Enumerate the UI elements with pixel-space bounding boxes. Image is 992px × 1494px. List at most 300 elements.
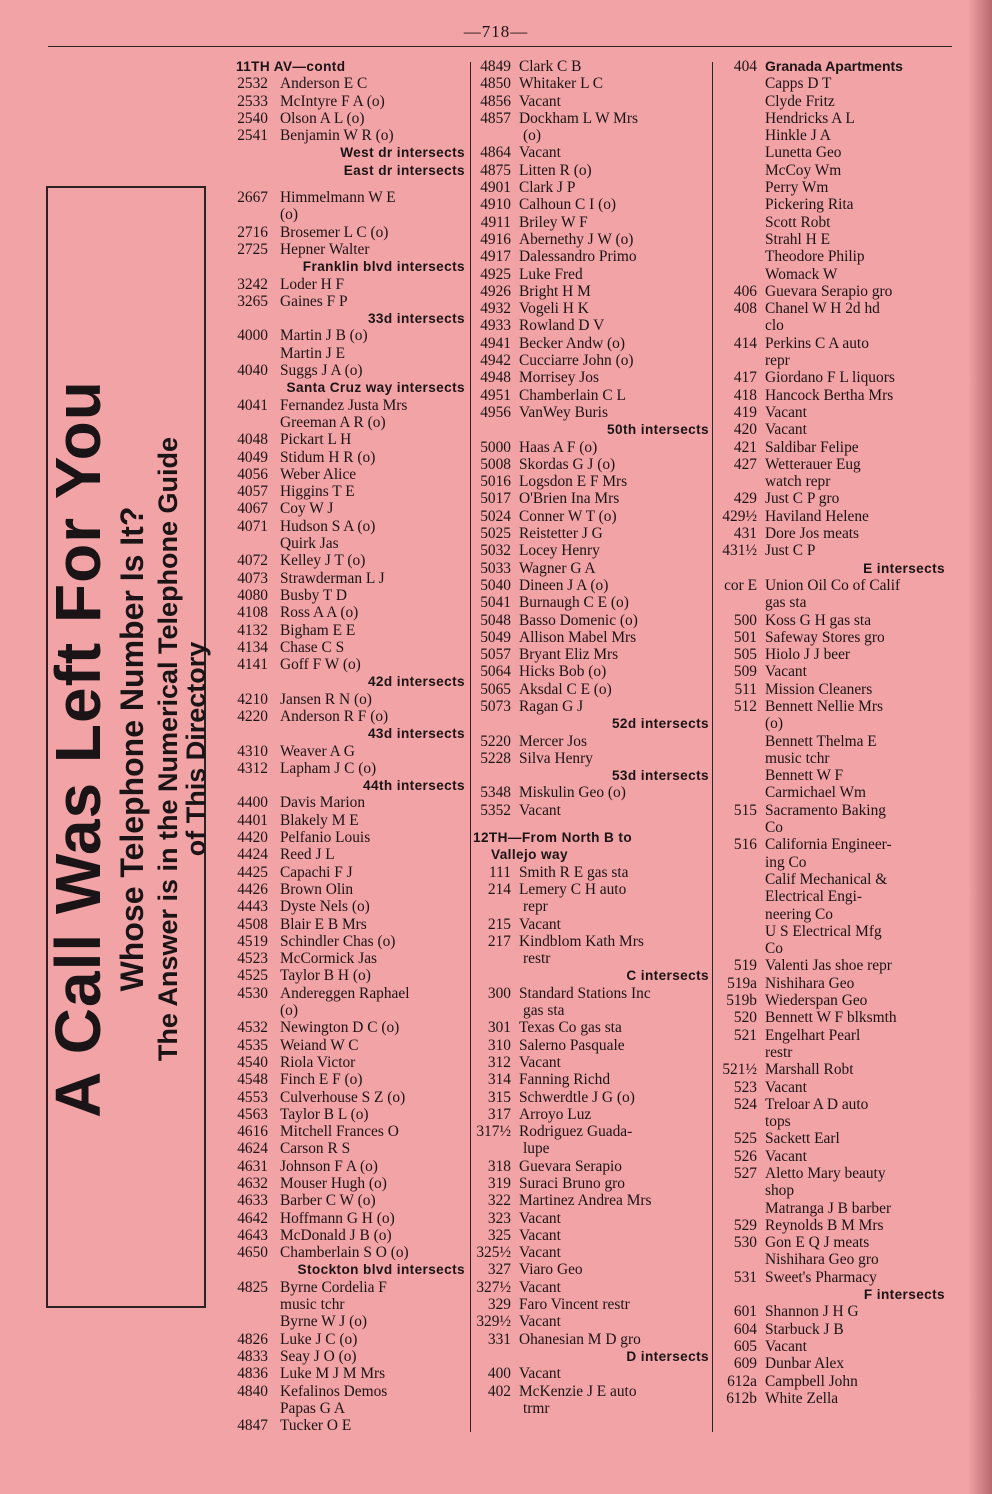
listing-name: Faro Vincent restr [519, 1296, 630, 1314]
listing-entry [220, 1123, 465, 1140]
listing-name: Dockham L W Mrs [519, 109, 638, 127]
listing-entry [220, 570, 465, 587]
listing-entry [473, 404, 709, 421]
listing-name: Marshall Robt [765, 1061, 854, 1079]
listing-name: Schindler Chas (o) [280, 932, 396, 950]
house-number: 4056 [237, 465, 268, 483]
listing-entry [473, 58, 709, 75]
listing-name: Luke J C (o) [280, 1330, 358, 1348]
house-number: 521½ [722, 1061, 757, 1079]
listing-entry [220, 431, 465, 448]
listing-entry [220, 127, 465, 144]
listing-name: Lemery C H auto [519, 880, 627, 898]
house-number: 3265 [237, 292, 268, 310]
listing-continuation-text: Scott Robt [765, 213, 831, 231]
listing-name: Ragan G J [519, 697, 584, 715]
listing-name: Briley W F [519, 213, 588, 231]
listing-entry [220, 1417, 465, 1434]
listing-entry [715, 1079, 945, 1096]
listing-name: Standard Stations Inc [519, 984, 651, 1002]
listing-name: VanWey Buris [519, 403, 608, 421]
house-number: 4901 [480, 179, 511, 197]
listing-entry [220, 933, 465, 950]
listing-entry [715, 1027, 945, 1044]
house-number: 4132 [237, 621, 268, 639]
listing-name: Vacant [519, 1278, 561, 1296]
house-number: 4519 [237, 932, 268, 950]
listing-name: McDonald J B (o) [280, 1226, 392, 1244]
listing-entry [220, 1140, 465, 1157]
house-number: 4856 [480, 92, 511, 110]
listing-entry [220, 587, 465, 604]
listing-name: Pelfanio Louis [280, 829, 371, 847]
listing-name: Miskulin Geo (o) [519, 784, 626, 802]
house-number: 4911 [480, 213, 511, 231]
listing-entry [220, 691, 465, 708]
listing-continuation-text: restr [523, 950, 551, 968]
house-number: 5041 [480, 594, 511, 612]
street-heading: East dr intersects [343, 162, 465, 178]
listing-name: Fernandez Justa Mrs [280, 396, 408, 414]
listing-entry [473, 214, 709, 231]
listing-entry [220, 483, 465, 500]
house-number: 612b [726, 1389, 757, 1407]
house-number: 329 [487, 1296, 511, 1314]
listing-entry [473, 646, 709, 663]
listing-entry [473, 802, 709, 819]
house-number: 4875 [480, 161, 511, 179]
listing-entry [220, 881, 465, 898]
listing-name: Vacant [765, 421, 807, 439]
listing-entry [473, 1106, 709, 1123]
house-number: 4532 [237, 1019, 268, 1037]
street-heading: 53d intersects [611, 768, 709, 784]
listing-name: Conner W T (o) [519, 507, 617, 525]
listing-continuation [715, 1044, 945, 1061]
listing-continuation-text: McCoy Wm [765, 161, 842, 179]
house-number: 500 [733, 611, 757, 629]
house-number: 319 [487, 1175, 511, 1192]
listing-entry [715, 646, 945, 663]
listing-entry [220, 916, 465, 933]
listing-continuation-text: (o) [523, 127, 541, 145]
house-number: 4401 [237, 811, 268, 829]
listing-entry [220, 1158, 465, 1175]
listing-entry [473, 1313, 709, 1330]
house-number: 509 [733, 663, 757, 681]
listing-continuation [715, 1200, 945, 1217]
listing-entry [473, 933, 709, 950]
listing-entry [715, 300, 945, 317]
listing-entry [473, 881, 709, 898]
house-number: 4840 [237, 1382, 268, 1400]
house-number: 4932 [480, 300, 511, 318]
listing-name: Just C P gro [765, 490, 840, 508]
street-heading: 43d intersects [367, 726, 465, 742]
listing-entry [220, 362, 465, 379]
house-number: 4942 [480, 352, 511, 370]
house-number: 4826 [237, 1330, 268, 1348]
listing-entry [715, 1096, 945, 1113]
listing-name: Granada Apartments [765, 58, 903, 74]
listing-name: White Zella [765, 1389, 839, 1407]
listing-name: Vacant [519, 1244, 561, 1262]
listing-name: Sweet's Pharmacy [765, 1268, 877, 1286]
listing-entry [220, 466, 465, 483]
listing-entry [473, 162, 709, 179]
listing-continuation-text: (o) [280, 206, 298, 224]
house-number: 2541 [237, 127, 268, 145]
listing-continuation-text: Greeman A R (o) [280, 413, 386, 431]
house-number: 4933 [480, 317, 511, 335]
street-heading: West dr intersects [340, 145, 465, 161]
listing-continuation [715, 214, 945, 231]
listing-continuation-text: lupe [523, 1140, 550, 1158]
listing-entry [220, 950, 465, 967]
listing-continuation [715, 733, 945, 750]
listing-continuation [715, 923, 945, 940]
listing-entry [715, 387, 945, 404]
house-number: 400 [487, 1365, 511, 1383]
house-number: 5348 [480, 784, 511, 802]
listing-entry [715, 1373, 945, 1390]
listing-continuation-text: Co [765, 940, 783, 958]
house-number: 5220 [480, 732, 511, 750]
listing-entry [220, 224, 465, 241]
listing-entry [473, 525, 709, 542]
listing-entry [220, 622, 465, 639]
house-number: 331 [487, 1330, 511, 1348]
listing-name: Andereggen Raphael [280, 984, 410, 1002]
listing-name: Anderson E C [280, 75, 368, 93]
listing-continuation-text: music tchr [765, 749, 830, 767]
listing-entry [473, 75, 709, 92]
house-number: 4847 [237, 1417, 268, 1435]
listing-entry [715, 439, 945, 456]
listing-name: Shannon J H G [765, 1303, 859, 1321]
listing-continuation [220, 1002, 465, 1019]
house-number: 5073 [480, 697, 511, 715]
house-number: 215 [487, 915, 511, 933]
listing-name: Vacant [519, 1053, 561, 1071]
listing-name: Smith R E gas sta [519, 863, 629, 881]
house-number: 214 [487, 880, 511, 898]
house-number: 511 [734, 680, 757, 698]
listing-entry [715, 1355, 945, 1372]
listing-name: Himmelmann W E [280, 189, 396, 207]
listing-name: Basso Domenic (o) [519, 611, 638, 629]
listing-name: Bryant Eliz Mrs [519, 646, 619, 664]
listing-entry [715, 1321, 945, 1338]
listing-entry [220, 189, 465, 206]
house-number: 523 [733, 1078, 757, 1096]
listing-continuation [715, 819, 945, 836]
listing-name: Lapham J C (o) [280, 759, 377, 777]
listing-continuation [715, 854, 945, 871]
directory-column-3 [715, 58, 945, 1407]
listing-name: Taylor B H (o) [280, 967, 371, 985]
house-number: 5032 [480, 542, 511, 560]
listing-entry [715, 508, 945, 525]
listing-name: Tucker O E [280, 1417, 352, 1435]
listing-continuation-text: Calif Mechanical & [765, 870, 888, 888]
listing-continuation-text: gas sta [765, 594, 807, 612]
house-number: 519 [733, 957, 757, 975]
house-number: 4080 [237, 586, 268, 604]
listing-continuation-text: Bennett Thelma E [765, 732, 877, 750]
street-heading: C intersects [626, 968, 709, 984]
listing-entry [473, 283, 709, 300]
house-number: 512 [733, 697, 757, 715]
house-number: 531 [733, 1268, 757, 1286]
listing-name: Hoffmann G H (o) [280, 1209, 395, 1227]
listing-entry [715, 802, 945, 819]
street-heading: 42d intersects [367, 674, 465, 690]
listing-entry [220, 552, 465, 569]
listing-name: Silva Henry [519, 749, 593, 767]
listing-entry [473, 681, 709, 698]
listing-continuation-text: Hendricks A L [765, 109, 855, 127]
listing-continuation-text: (o) [765, 715, 783, 733]
house-number: 4643 [237, 1226, 268, 1244]
listing-continuation [220, 1313, 465, 1330]
house-number: 4956 [480, 403, 511, 421]
listing-entry [473, 352, 709, 369]
house-number: 4420 [237, 829, 268, 847]
listing-name: Chamberlain S O (o) [280, 1244, 409, 1262]
listing-name: Saldibar Felipe [765, 438, 859, 456]
house-number: 529 [733, 1216, 757, 1234]
house-number: 4563 [237, 1105, 268, 1123]
listing-name: Vacant [765, 663, 807, 681]
listing-entry [715, 490, 945, 507]
listing-continuation-text: Pickering Rita [765, 196, 854, 214]
directory-column-1 [220, 58, 465, 1434]
house-number: 2667 [237, 189, 268, 207]
listing-continuation-text: repr [765, 352, 790, 370]
listing-name: Wetterauer Eug [765, 455, 861, 473]
house-number: 323 [487, 1209, 511, 1227]
street-heading: 50th intersects [607, 422, 709, 438]
listing-name: Dineen J A (o) [519, 576, 609, 594]
listing-name: California Engineer- [765, 836, 892, 854]
listing-entry [220, 1348, 465, 1365]
house-number: 314 [487, 1071, 511, 1089]
listing-name: Perkins C A auto [765, 334, 869, 352]
listing-name: Finch E F (o) [280, 1071, 363, 1089]
listing-entry [220, 327, 465, 344]
listing-entry [715, 975, 945, 992]
listing-entry [715, 663, 945, 680]
listing-name: Texas Co gas sta [519, 1019, 622, 1037]
listing-name: Bright H M [519, 282, 591, 300]
listing-name: Engelhart Pearl [765, 1026, 861, 1044]
listing-entry [473, 231, 709, 248]
listing-entry [473, 1365, 709, 1382]
listing-entry [220, 1279, 465, 1296]
listing-entry [473, 93, 709, 110]
listing-name: Mouser Hugh (o) [280, 1175, 387, 1192]
house-number: 2716 [237, 223, 268, 241]
listing-continuation [715, 144, 945, 161]
listing-entry [220, 639, 465, 656]
column-divider [712, 62, 713, 1432]
column-divider [470, 62, 471, 1432]
house-number: 4910 [480, 196, 511, 214]
house-number: 4141 [237, 656, 268, 674]
listing-continuation-text: restr [765, 1043, 793, 1061]
listing-name: Byrne Cordelia F [280, 1278, 387, 1296]
house-number: 525 [733, 1130, 757, 1148]
listing-name: O'Brien Ina Mrs [519, 490, 620, 508]
house-number: 520 [733, 1009, 757, 1027]
listing-name: Litten R (o) [519, 161, 592, 179]
listing-continuation-text: Nishihara Geo gro [765, 1251, 879, 1269]
listing-name: Weaver A G [280, 742, 355, 760]
listing-name: Haviland Helene [765, 507, 869, 525]
listing-entry [220, 829, 465, 846]
house-number: 4535 [237, 1036, 268, 1054]
house-number: 301 [487, 1019, 511, 1037]
house-number: 4443 [237, 898, 268, 916]
house-number: 327½ [476, 1278, 511, 1296]
house-number: 4650 [237, 1244, 268, 1262]
listing-entry [473, 1054, 709, 1071]
listing-name: Kefalinos Demos [280, 1382, 388, 1400]
listing-continuation-text: (o) [280, 1002, 298, 1020]
house-number: 5064 [480, 663, 511, 681]
ad-subheadline: Whose Telephone Number Is It? [114, 506, 151, 992]
listing-continuation [715, 266, 945, 283]
listing-name: Johnson F A (o) [280, 1157, 378, 1175]
listing-name: Martin J B (o) [280, 327, 368, 345]
house-number: 601 [733, 1303, 757, 1321]
house-number: 427 [733, 455, 757, 473]
listing-entry [715, 1390, 945, 1407]
listing-name: Dore Jos meats [765, 525, 860, 543]
house-number: 4631 [237, 1157, 268, 1175]
listing-entry [715, 525, 945, 542]
ad-line-3: The Answer is in the Numerical Telephone Guide [153, 436, 184, 1062]
listing-name: Union Oil Co of Calif [765, 576, 901, 594]
listing-name: Vacant [519, 915, 561, 933]
spacer [220, 179, 465, 189]
listing-continuation [715, 888, 945, 905]
listing-name: Higgins T E [280, 483, 355, 501]
house-number: 419 [733, 403, 757, 421]
listing-continuation-text: Electrical Engi- [765, 888, 862, 906]
house-number: 325 [487, 1226, 511, 1244]
listing-name: Just C P [765, 542, 816, 560]
listing-entry [473, 490, 709, 507]
listing-continuation-text: shop [765, 1182, 795, 1200]
house-number: 4624 [237, 1140, 268, 1158]
house-number: 5017 [480, 490, 511, 508]
house-number: 312 [487, 1053, 511, 1071]
listing-continuation [715, 906, 945, 923]
listing-name: Fanning Richd [519, 1071, 611, 1089]
listing-continuation-text: Lunetta Geo [765, 144, 842, 162]
listing-name: Vacant [519, 1226, 561, 1244]
listing-entry [220, 1192, 465, 1209]
listing-name: Aksdal C E (o) [519, 680, 612, 698]
listing-continuation-text: Womack W [765, 265, 838, 283]
listing-entry [473, 144, 709, 161]
listing-name: Wagner G A [519, 559, 596, 577]
listing-entry [473, 1019, 709, 1036]
house-number: 4864 [480, 144, 511, 162]
listing-entry [473, 698, 709, 715]
listing-entry [473, 1123, 709, 1140]
listing-name: Seay J O (o) [280, 1347, 357, 1365]
listing-name: Davis Marion [280, 794, 366, 812]
street-heading: 44th intersects [363, 778, 465, 794]
listing-name: Allison Mabel Mrs [519, 628, 637, 646]
listing-continuation-text: Byrne W J (o) [280, 1313, 368, 1331]
listing-entry [473, 663, 709, 680]
listing-name: McKenzie J E auto [519, 1382, 637, 1400]
house-number: 4941 [480, 334, 511, 352]
ad-line-4: of This Directory [181, 641, 212, 857]
listing-entry [220, 743, 465, 760]
listing-entry [715, 456, 945, 473]
listing-continuation-text: music tchr [280, 1296, 345, 1314]
listing-continuation [715, 248, 945, 265]
listing-entry [473, 1175, 709, 1192]
listing-name: Dyste Nels (o) [280, 898, 370, 916]
listing-entry [220, 846, 465, 863]
listing-continuation [715, 162, 945, 179]
house-number: 4426 [237, 880, 268, 898]
house-number: 5049 [480, 628, 511, 646]
listing-continuation-text: Strahl H E [765, 230, 830, 248]
listing-name: Hudson S A (o) [280, 517, 376, 535]
listing-entry [715, 629, 945, 646]
listing-name: Mercer Jos [519, 732, 587, 750]
listing-entry [473, 542, 709, 559]
listing-name: Loder H F [280, 275, 345, 293]
street-heading: 52d intersects [611, 716, 709, 732]
listing-continuation [473, 950, 709, 967]
listing-entry [715, 681, 945, 698]
street-heading: Vallejo way [491, 847, 568, 863]
listing-name: Kelley J T (o) [280, 552, 366, 570]
listing-entry [473, 916, 709, 933]
listing-name: Campbell John [765, 1372, 858, 1390]
listing-name: Bennett Nellie Mrs [765, 697, 883, 715]
listing-name: Hancock Bertha Mrs [765, 386, 894, 404]
listing-continuation [473, 1002, 709, 1019]
listing-entry [473, 1158, 709, 1175]
listing-name: Aletto Mary beauty [765, 1165, 886, 1182]
listing-entry [220, 1365, 465, 1382]
house-number: 4067 [237, 500, 268, 518]
house-number: 300 [487, 984, 511, 1002]
listing-name: Reed J L [280, 846, 335, 864]
listing-name: Coy W J [280, 500, 334, 518]
listing-entry [473, 1089, 709, 1106]
street-heading: E intersects [863, 560, 945, 576]
house-number: 530 [733, 1234, 757, 1252]
listing-name: Abernethy J W (o) [519, 230, 634, 248]
listing-entry [473, 985, 709, 1002]
street-heading: D intersects [626, 1348, 709, 1364]
listing-name: Vogeli H K [519, 300, 589, 318]
listing-entry [715, 992, 945, 1009]
listing-name: Ohanesian M D gro [519, 1330, 641, 1348]
listing-name: Mission Cleaners [765, 680, 873, 698]
listing-name: Barber C W (o) [280, 1192, 376, 1210]
